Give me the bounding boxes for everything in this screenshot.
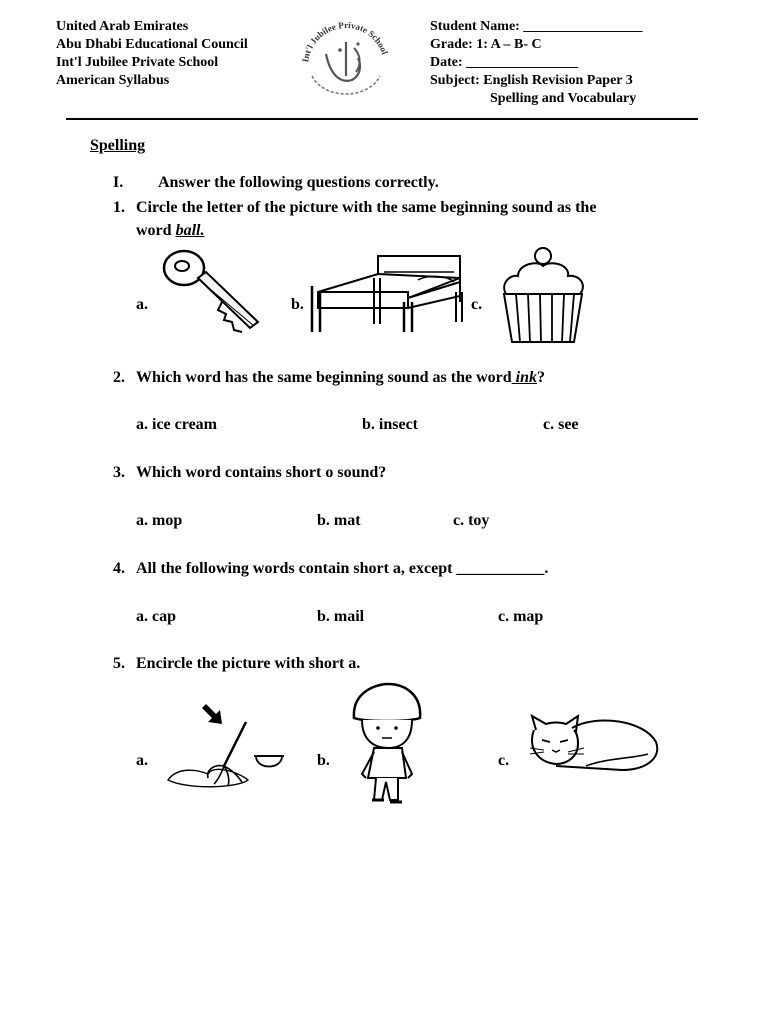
option-a[interactable]: a. cap: [136, 608, 176, 625]
question-text: Circle the letter of the picture with the same beginning sound as the: [136, 199, 597, 216]
school-logo: [296, 14, 396, 108]
option-b[interactable]: b.: [317, 752, 330, 769]
grade-field: Grade: 1: A – B- C: [430, 37, 542, 52]
option-a[interactable]: a. ice cream: [136, 416, 217, 433]
student-name-field[interactable]: Student Name: _________________: [430, 19, 643, 34]
option-b[interactable]: b. mail: [317, 608, 365, 625]
question-text-post: ?: [536, 369, 545, 386]
section-title: Spelling: [90, 137, 146, 154]
student-info: [430, 18, 642, 108]
option-c[interactable]: c. map: [498, 608, 544, 625]
option-c[interactable]: c. toy: [453, 512, 490, 529]
keyword: ball.: [175, 222, 205, 239]
boy-picture[interactable]: [348, 682, 428, 811]
question-number: 1.: [113, 199, 125, 216]
option-b[interactable]: b.: [291, 296, 304, 313]
question-number: 3.: [113, 464, 125, 481]
option-a[interactable]: a. mop: [136, 512, 183, 529]
option-a[interactable]: a.: [136, 296, 148, 313]
option-c[interactable]: c.: [471, 296, 483, 313]
school-info-line: American Syllabus: [56, 73, 170, 88]
mop-picture[interactable]: [158, 700, 288, 795]
date-field[interactable]: Date: ________________: [430, 55, 579, 70]
cupcake-picture[interactable]: [498, 244, 588, 349]
question-number: 2.: [113, 369, 125, 386]
question-text: All the following words contain short a, except ___________.: [136, 560, 549, 577]
question-text: [136, 369, 545, 387]
question-text: Encircle the picture with short a.: [136, 655, 361, 672]
option-b[interactable]: b. mat: [317, 512, 361, 529]
option-b[interactable]: b. insect: [362, 416, 418, 433]
school-info-line: Abu Dhabi Educational Council: [56, 37, 248, 52]
school-info-line: United Arab Emirates: [56, 19, 189, 34]
question-number: 5.: [113, 655, 125, 672]
question-number: 4.: [113, 560, 125, 577]
question-text-pre: word: [136, 222, 176, 239]
question-text-pre: Which word has the same beginning sound as the word: [136, 369, 512, 386]
bed-picture[interactable]: [308, 252, 468, 341]
keyword: ink: [511, 369, 537, 386]
key-picture[interactable]: [158, 244, 268, 349]
school-info: [56, 18, 248, 90]
subject-field: Subject: English Revision Paper 3: [430, 73, 633, 88]
header-divider: [66, 118, 698, 120]
logo-text: Int'l Jubilee Private School: [300, 19, 390, 63]
option-c[interactable]: c.: [498, 752, 510, 769]
option-c[interactable]: c. see: [543, 416, 579, 433]
part-instruction: Answer the following questions correctly.: [158, 174, 439, 191]
question-text-line2: [136, 222, 204, 240]
part-numeral: I.: [113, 174, 124, 191]
question-text: Which word contains short o sound?: [136, 464, 387, 481]
option-a[interactable]: a.: [136, 752, 148, 769]
school-info-line: Int'l Jubilee Private School: [56, 55, 219, 70]
subject-subtitle: Spelling and Vocabulary: [490, 91, 637, 106]
cat-picture[interactable]: [526, 714, 662, 781]
